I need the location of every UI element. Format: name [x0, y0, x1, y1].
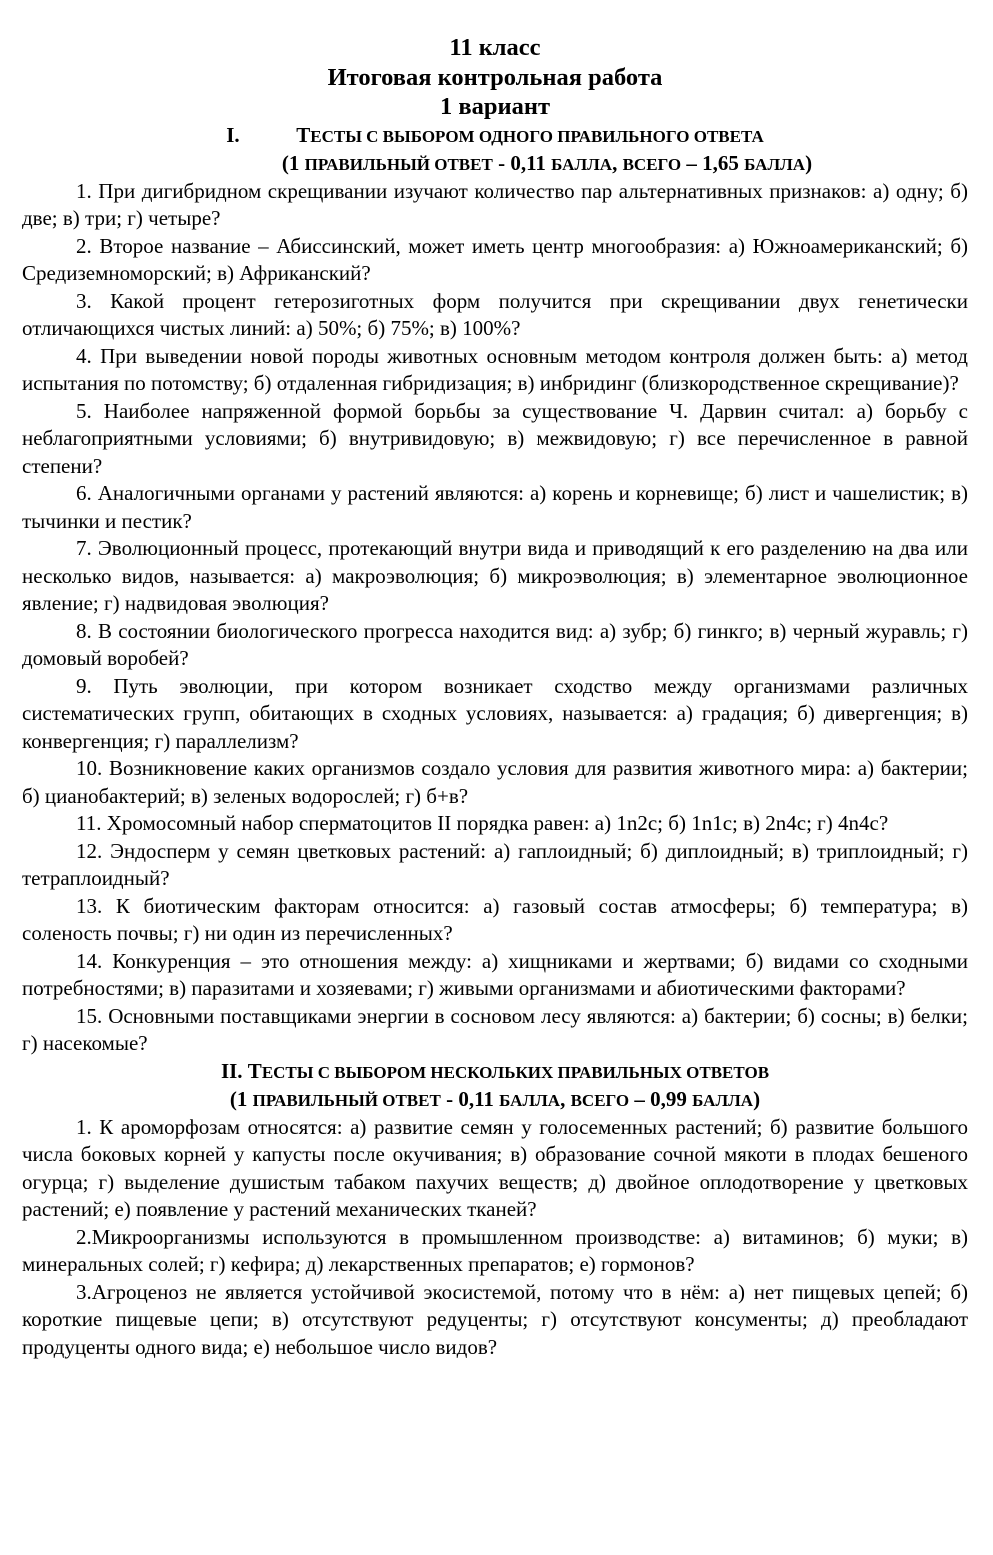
question-1-5: 5. Наиболее напряженной формой борьбы за существование Ч. Дарвин считал: а) борьбу с неблагоприятными условиями; б) внутривидовую; в) межвидовую; г) все перечисленное в равной степени?	[22, 398, 968, 478]
question-1-6: 6. Аналогичными органами у растений являются: а) корень и корневище; б) лист и чашелистик; в) тычинки и пестик?	[22, 481, 968, 533]
question-1-7: 7. Эволюционный процесс, протекающий внутри вида и приводящий к его разделению на два или несколько видов, называется: а) макроэволюция; б) микроэволюция; в) элементарное эволюционное явление; г) надвидовая эволюция?	[22, 536, 968, 615]
grade-heading: 11 класс	[449, 34, 541, 61]
question-2-1: 1. К ароморфозам относятся: а) развитие семян у голосеменных растений; б) развитие большого числа боковых корней у капусты после окучивания; в) образование сочной мякоти в плодах бешеного огурца; г) выделение душистым табаком пахучих веществ; д) двойное оплодотворение у цветковых растений; е) появление у растений механических тканей?	[22, 1114, 968, 1221]
section-1-title: I. ТЕСТЫ С ВЫБОРОМ ОДНОГО ПРАВИЛЬНОГО ОТВЕТА	[226, 122, 764, 147]
section-2-title: II. ТЕСТЫ С ВЫБОРОМ НЕСКОЛЬКИХ ПРАВИЛЬНЫХ ОТВЕТОВ	[220, 1058, 770, 1083]
question-1-11: 11. Хромосомный набор сперматоцитов II порядка равен: а) 1n2c; б) 1n1c; в) 2n4c; г) 4n4c?	[76, 811, 889, 835]
question-2-2: 2.Микроорганизмы используются в промышленном производстве: а) витаминов; б) муки; в) минеральных солей; г) кефира; д) лекарственных препаратов; е) гормонов?	[22, 1224, 968, 1276]
question-2-3: 3.Агроценоз не является устойчивой экосистемой, потому что в нём: а) нет пищевых цепей; б) короткие пищевые цепи; в) отсутствуют редуценты; г) отсутствуют консументы; д) преобладают продуценты одного вида; е) небольшое число видов?	[22, 1279, 968, 1359]
question-1-9: 9. Путь эволюции, при котором возникает сходство между организмами различных систематических групп, обитающих в сходных условиях, называется: а) градация; б) дивергенция; в) конвергенция; г) параллелизм?	[22, 673, 968, 753]
section-1-questions	[22, 178, 968, 1058]
question-1-13: 13. К биотическим факторам относится: а) газовый состав атмосферы; б) температура; в) соленость почвы; г) ни один из перечисленных?	[22, 893, 968, 945]
section-2-questions	[22, 1114, 968, 1362]
question-1-1: 1. При дигибридном скрещивании изучают количество пар альтернативных признаков: а) одну; б) две; в) три; г) четыре?	[22, 178, 968, 230]
question-1-2: 2. Второе название – Абиссинский, может иметь центр многообразия: а) Южноамериканский; б) Средиземноморский; в) Африканский?	[22, 233, 968, 285]
variant-heading: 1 вариант	[440, 93, 550, 120]
document-page	[22, 33, 968, 1361]
question-1-8: 8. В состоянии биологического прогресса находится вид: а) зубр; б) гинкго; в) черный журавль; г) домовый воробей?	[22, 618, 968, 670]
question-1-12: 12. Эндосперм у семян цветковых растений: а) гаплоидный; б) диплоидный; в) триплоидный; г) тетраплоидный?	[22, 838, 968, 890]
section-2-number: II.	[220, 1058, 248, 1083]
section-1-number: I.	[226, 122, 240, 147]
question-1-10: 10. Возникновение каких организмов создало условия для развития животного мира: а) бактерии; б) цианобактерий; в) зеленых водорослей; г) б+в?	[22, 756, 968, 808]
question-1-15: 15. Основными поставщиками энергии в сосновом лесу являются: а) бактерии; б) сосны; в) белки; г) насекомые?	[22, 1003, 968, 1055]
question-1-14: 14. Конкуренция – это отношения между: а) хищниками и жертвами; б) видами со сходными потребностями; в) паразитами и хозяевами; г) живыми организмами и абиотическими факторами?	[22, 948, 968, 1000]
question-1-4: 4. При выведении новой породы животных основным методом контроля должен быть: а) метод испытания по потомству; б) отдаленная гибридизация; в) инбридинг (близкородственное скрещивание)?	[22, 343, 968, 395]
section-2-scoring: (1 ПРАВИЛЬНЫЙ ОТВЕТ - 0,11 БАЛЛА, ВСЕГО – 0,99 БАЛЛА)	[229, 1086, 761, 1111]
question-1-3: 3. Какой процент гетерозиготных форм получится при скрещивании двух генетически отличающихся чистых линий: а) 50%; б) 75%; в) 100%?	[22, 288, 968, 340]
test-title: Итоговая контрольная работа	[327, 63, 663, 91]
section-1-scoring: (1 ПРАВИЛЬНЫЙ ОТВЕТ - 0,11 БАЛЛА, ВСЕГО – 1,65 БАЛЛА)	[281, 150, 813, 175]
